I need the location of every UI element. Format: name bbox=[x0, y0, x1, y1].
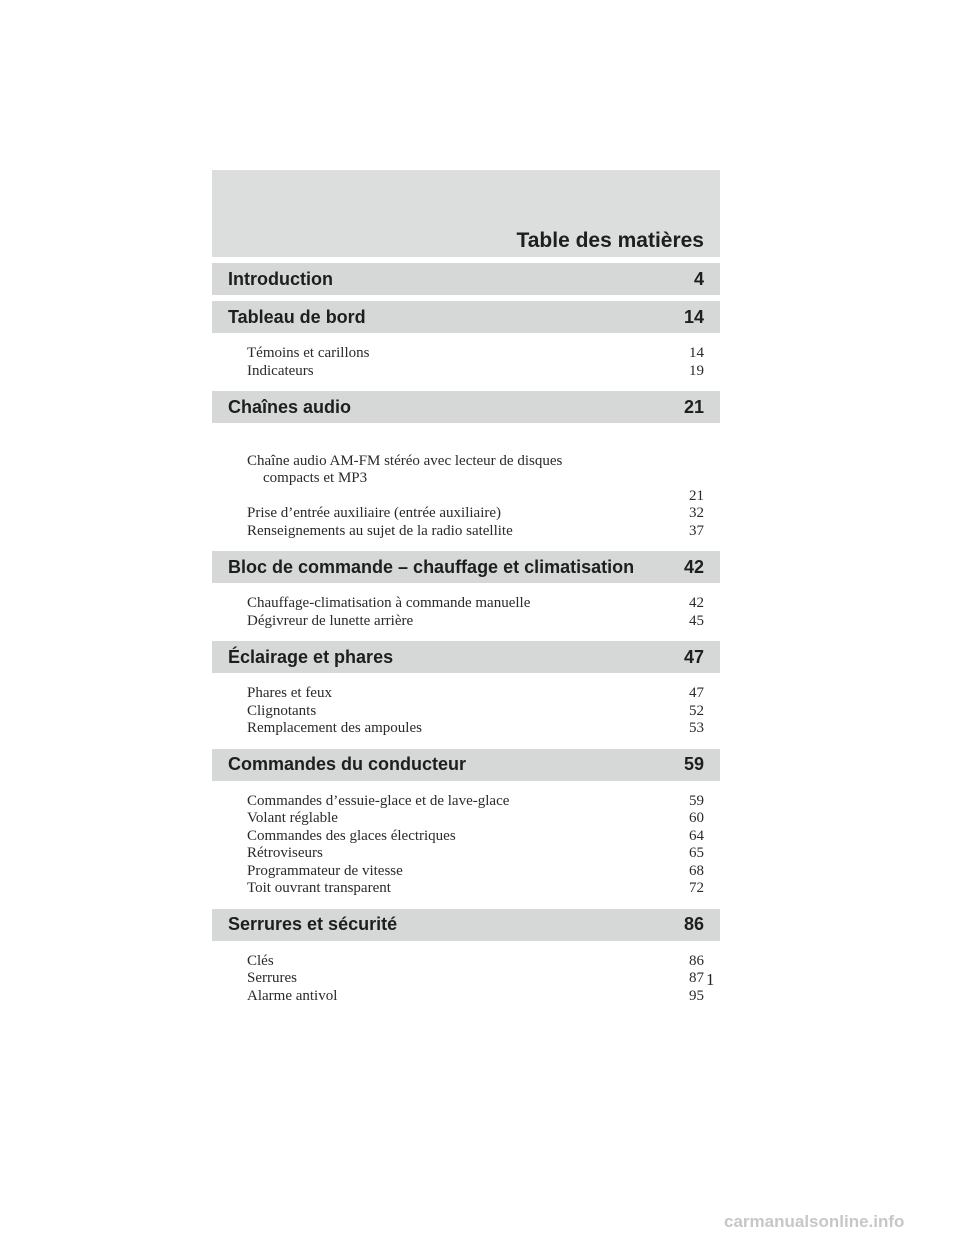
entry-page: 87 bbox=[689, 970, 704, 986]
entry-page: 37 bbox=[689, 522, 704, 539]
toc-entry[interactable] bbox=[247, 793, 704, 811]
section-page: 21 bbox=[683, 396, 704, 417]
entry-page: 59 bbox=[689, 792, 704, 809]
section-entries bbox=[212, 781, 720, 909]
toc-entry[interactable] bbox=[247, 523, 704, 541]
entry-page: 21 bbox=[689, 487, 704, 504]
entry-page: 47 bbox=[689, 685, 704, 701]
entry-page: 45 bbox=[689, 612, 704, 629]
toc-entry[interactable] bbox=[247, 345, 704, 363]
toc-section-serrures-et-securite bbox=[212, 909, 720, 1017]
toc-entry[interactable] bbox=[247, 880, 704, 898]
watermark: carmanualsonline.info bbox=[724, 1212, 905, 1231]
toc-entry[interactable] bbox=[247, 505, 704, 523]
entry-title: Alarme antivol bbox=[247, 987, 338, 1004]
section-header[interactable] bbox=[212, 909, 720, 941]
toc-entry[interactable] bbox=[247, 988, 704, 1006]
toc-section-commandes-du-conducteur bbox=[212, 749, 720, 909]
entry-page: 52 bbox=[689, 702, 704, 719]
toc-entry[interactable] bbox=[247, 435, 704, 505]
section-header[interactable] bbox=[212, 391, 720, 423]
section-header[interactable] bbox=[212, 551, 720, 583]
entry-title: Serrures bbox=[247, 970, 297, 986]
section-title: Éclairage et phares bbox=[228, 646, 394, 667]
page-number: 1 bbox=[706, 970, 715, 989]
entry-title: Témoins et carillons bbox=[247, 345, 370, 361]
entry-page: 64 bbox=[689, 827, 704, 844]
entry-title: Rétroviseurs bbox=[247, 845, 323, 861]
entry-title-line: Chaîne audio AM-FM stéréo avec lecteur de disques bbox=[247, 452, 563, 469]
toc-section-bloc-de-commande bbox=[212, 551, 720, 641]
toc-entry[interactable] bbox=[247, 845, 704, 863]
section-page: 14 bbox=[683, 306, 704, 327]
entry-page: 68 bbox=[689, 862, 704, 879]
entry-page: 42 bbox=[689, 595, 704, 611]
toc-entry[interactable] bbox=[247, 720, 704, 738]
section-header[interactable] bbox=[212, 263, 720, 295]
toc-section-chaines-audio bbox=[212, 391, 720, 551]
toc-entry[interactable] bbox=[247, 970, 704, 988]
toc-entry[interactable] bbox=[247, 953, 704, 971]
toc-entry[interactable] bbox=[247, 703, 704, 721]
toc-entry[interactable] bbox=[247, 810, 704, 828]
entry-title: Renseignements au sujet de la radio satellite bbox=[247, 522, 513, 539]
section-header[interactable] bbox=[212, 641, 720, 673]
section-entries bbox=[212, 333, 720, 391]
entry-page: 86 bbox=[689, 952, 704, 969]
entry-title: Dégivreur de lunette arrière bbox=[247, 612, 414, 629]
entry-title: Programmateur de vitesse bbox=[247, 862, 403, 879]
entry-title: Clés bbox=[247, 952, 274, 969]
section-page: 47 bbox=[683, 646, 704, 667]
toc-entry[interactable] bbox=[247, 685, 704, 703]
toc-entry[interactable] bbox=[247, 613, 704, 631]
section-title: Introduction bbox=[228, 268, 333, 289]
section-page: 42 bbox=[683, 556, 704, 577]
entry-title bbox=[247, 435, 562, 505]
toc-entry[interactable] bbox=[247, 863, 704, 881]
entry-page: 65 bbox=[689, 845, 704, 861]
entry-title: Clignotants bbox=[247, 702, 317, 719]
entry-title: Phares et feux bbox=[247, 685, 332, 701]
entry-title: Commandes des glaces électriques bbox=[247, 827, 456, 844]
section-page: 59 bbox=[683, 754, 704, 774]
entry-title-continuation: compacts et MP3 bbox=[263, 470, 368, 486]
toc-section-eclairage-et-phares bbox=[212, 641, 720, 749]
toc-section-introduction bbox=[212, 263, 720, 295]
entry-page: 53 bbox=[689, 720, 704, 736]
section-entries bbox=[212, 673, 720, 749]
section-title: Tableau de bord bbox=[228, 306, 366, 327]
entry-title: Commandes d’essuie-glace et de lave-glace bbox=[247, 792, 510, 809]
entry-title: Toit ouvrant transparent bbox=[247, 880, 391, 896]
entry-page: 19 bbox=[689, 362, 704, 379]
section-title: Commandes du conducteur bbox=[228, 754, 467, 774]
section-title: Bloc de commande – chauffage et climatisation bbox=[228, 556, 635, 577]
entry-page: 95 bbox=[689, 987, 704, 1004]
section-title: Chaînes audio bbox=[228, 396, 352, 417]
section-header[interactable] bbox=[212, 749, 720, 781]
toc-entry[interactable] bbox=[247, 595, 704, 613]
section-entries bbox=[212, 941, 720, 1017]
entry-page: 14 bbox=[689, 345, 704, 361]
toc-entry[interactable] bbox=[247, 828, 704, 846]
entry-title: Prise d’entrée auxiliaire (entrée auxiliaire) bbox=[247, 505, 502, 521]
entry-page: 72 bbox=[689, 880, 704, 896]
entry-title: Volant réglable bbox=[247, 810, 338, 826]
section-entries bbox=[212, 583, 720, 641]
toc-section-tableau-de-bord bbox=[212, 301, 720, 391]
entry-page: 60 bbox=[689, 810, 704, 826]
page-title: Table des matières bbox=[516, 229, 704, 252]
header-band bbox=[212, 170, 720, 257]
entry-title: Chauffage-climatisation à commande manuelle bbox=[247, 595, 531, 611]
table-of-contents bbox=[212, 263, 720, 1016]
section-entries bbox=[212, 423, 720, 551]
section-header[interactable] bbox=[212, 301, 720, 333]
section-page: 4 bbox=[693, 268, 704, 289]
section-page: 86 bbox=[683, 914, 704, 934]
toc-entry[interactable] bbox=[247, 363, 704, 381]
entry-page: 32 bbox=[689, 505, 704, 521]
entry-title: Remplacement des ampoules bbox=[247, 720, 422, 736]
section-title: Serrures et sécurité bbox=[228, 914, 398, 934]
entry-title: Indicateurs bbox=[247, 362, 314, 379]
